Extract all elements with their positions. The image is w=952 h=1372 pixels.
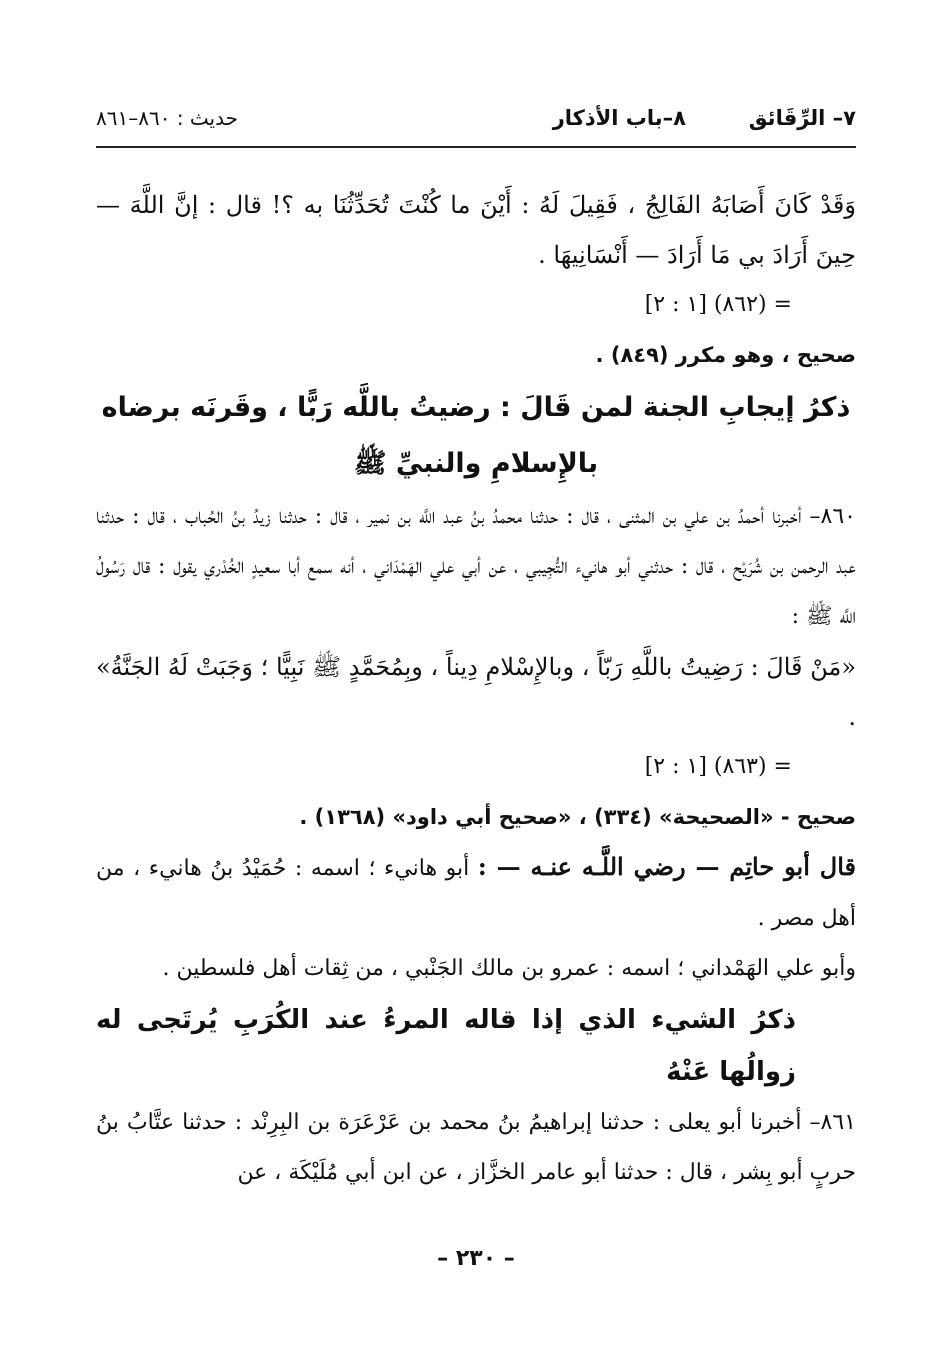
header-hadith-range: حديث : ٨٦٠–٨٦١ — [96, 106, 238, 130]
cross-reference-1: = (٨٦٢) [١ : ٢] — [644, 292, 792, 317]
abu-hatim-comment — [96, 842, 856, 944]
abu-ali-comment: وأبو علي الهَمْداني ؛ اسمه : عمرو بن مالك الجَنْبي ، من ثِقات أهل فلسطين . — [162, 956, 856, 981]
chapter-heading-2: ذكرُ الشيء الذي إذا قاله المرءُ عند الكُرَبِ يُرتَجى له زوالُها عَنْهُ — [96, 1005, 796, 1087]
running-header — [96, 100, 856, 146]
chapter-heading-1-line-2: بالإِسلامِ والنبيِّ ﷺ — [353, 448, 599, 479]
header-divider — [96, 146, 856, 148]
abu-hatim-text: أبو هانيء ؛ اسمه : حُمَيْدُ بنُ هانيء ، من أهل مصر . — [96, 856, 856, 931]
main-text — [96, 180, 856, 1198]
cross-reference-2: = (٨٦٣) [١ : ٢] — [644, 754, 792, 779]
grading-1: صحيح ، وهو مكرر (٨٤٩) . — [595, 343, 856, 367]
paragraph-continuation: وَقَدْ كَانَ أَصَابَهُ الفَالِجُ ، فَقِيلَ لَهُ : أَيْنَ ما كُنْتَ تُحَدِّثُنَا به ؟! قال : إنَّ اللَّهَ — حِينَ أَرَادَ بي مَا أَرَادَ — أَنْسَانِيهَا . — [96, 191, 856, 269]
page-number: – ٢٣٠ – — [437, 1246, 515, 1271]
hadith-860-isnad: ٨٦٠– أخبرنا أحمدُ بن علي بن المثنى ، قال : حدثنا محمدُ بنُ عبد اللَّه بن نمير ، قال : حدثنا زيدُ بنُ الحُباب ، قال : حدثنا عبد الرحمن بن شُرَيْح ، قال : حدثني أبو هانيء التُّجِيبي ، عن أبي علي الهَمْدَاني ، أنه سمع أبا سعيدٍ الخُدْري يقول : قال رَسُولُ اللَّه ﷺ : — [96, 504, 857, 629]
chapter-heading-1-line-1: ذكرُ إيجابِ الجنة لمن قَالَ : رضيتُ باللَّه رَبًّا ، وقَرنَه برضاه — [101, 392, 851, 423]
hadith-860-matn: «مَنْ قَالَ : رَضِيتُ باللَّهِ رَبّاً ، وبالإِسْلامِ دِيناً ، وبِمُحَمَّدٍ ﷺ نَبِيًّا ؛ وَجَبَتْ لَهُ الجَنَّةُ» . — [96, 653, 856, 731]
header-section: ٨–باب الأذكار — [552, 106, 686, 130]
header-chapter: ٧– الرِّقَائق — [748, 106, 856, 130]
abu-hatim-label: قال أبو حاتِم — رضي اللَّـه عنـه — : — [477, 852, 857, 881]
hadith-861-isnad: ٨٦١– أخبرنا أبو يعلى : حدثنا إبراهيمُ بنُ محمد بن عَرْعَرَة بن البِرِنْد : حدثنا عتَّابُ بنُ حربٍ أبو بِشر ، قال : حدثنا أبو عامر الخزَّاز ، عن ابن أبي مُلَيْكَة ، عن — [96, 1110, 856, 1185]
grading-2: صحيح - «الصحيحة» (٣٣٤) ، «صحيح أبي داود» (١٣٦٨) . — [299, 805, 856, 829]
